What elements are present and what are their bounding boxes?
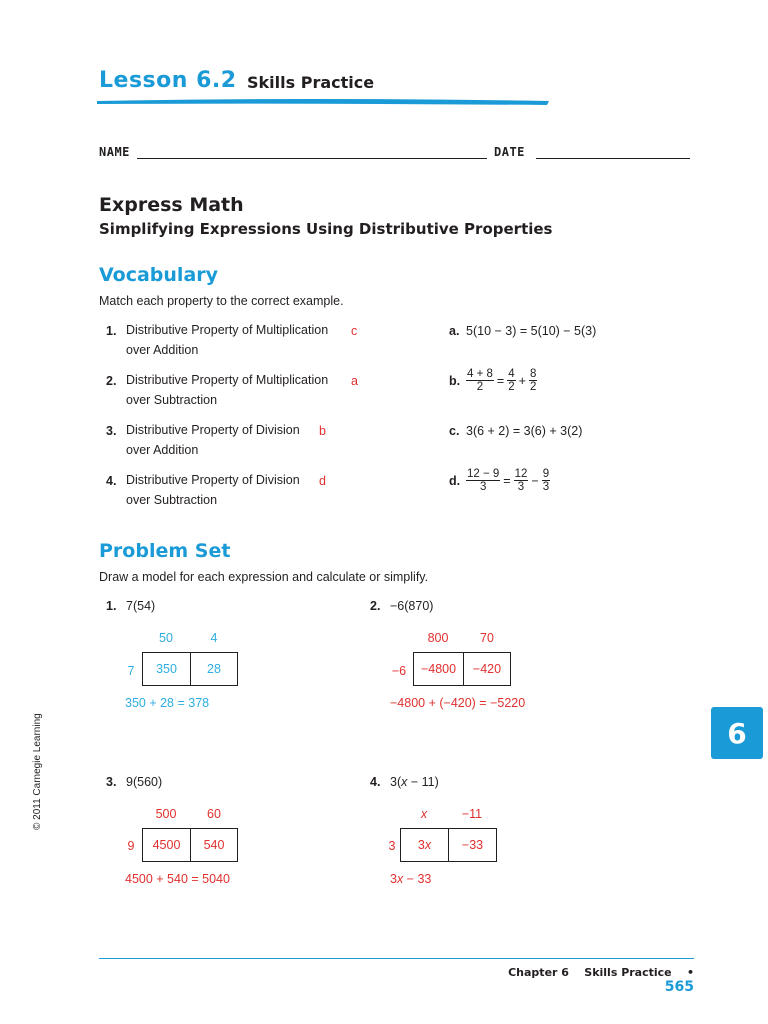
problem-result: 4500 + 540 = 5040 bbox=[125, 872, 230, 886]
model-side-label: 9 bbox=[127, 839, 135, 853]
vocab-number: 2. bbox=[106, 374, 117, 388]
problem-result: 3x − 33 bbox=[390, 872, 432, 886]
model-side-label: 7 bbox=[127, 664, 135, 678]
vocab-line: Distributive Property of Division bbox=[126, 473, 300, 487]
model-cell: 3 x bbox=[400, 828, 449, 862]
vocab-item bbox=[126, 370, 356, 410]
vocab-answer: a bbox=[351, 374, 358, 388]
problem-expression: 3(x − 11) bbox=[390, 775, 439, 789]
problem-set-instruction: Draw a model for each expression and calculate or simplify. bbox=[99, 570, 429, 584]
date-label: DATE bbox=[494, 145, 525, 159]
date-field[interactable] bbox=[536, 145, 690, 159]
vocab-number: 3. bbox=[106, 424, 117, 438]
example-c: 3(6 + 2) = 3(6) + 3(2) bbox=[466, 424, 583, 438]
vocab-answer: b bbox=[319, 424, 326, 438]
footer bbox=[470, 966, 694, 995]
model-cell: −33 bbox=[448, 828, 497, 862]
footer-chapter: Chapter 6 bbox=[508, 966, 569, 979]
vocab-line: over Subtraction bbox=[126, 493, 218, 507]
problem-number: 3. bbox=[106, 775, 117, 789]
vocab-line: over Addition bbox=[126, 443, 199, 457]
problem-number: 4. bbox=[370, 775, 381, 789]
example-b: $\frac{4 + 8}{2}$ = $\frac{4}{2}$ + $\frac{8}{2}$ bbox=[467, 368, 537, 393]
example-a: 5(10 − 3) = 5(10) − 5(3) bbox=[466, 324, 597, 338]
vocab-answer: c bbox=[351, 324, 358, 338]
vocab-line: Distributive Property of Division bbox=[126, 423, 300, 437]
model-top-label: 4 bbox=[210, 631, 218, 645]
page-number: 565 bbox=[664, 979, 694, 995]
model-cell: −420 bbox=[463, 652, 511, 686]
vocabulary-instruction: Match each property to the correct example. bbox=[99, 294, 344, 308]
chapter-tab: 6 bbox=[711, 707, 763, 759]
example-letter: b. bbox=[449, 374, 461, 388]
vocab-line: over Subtraction bbox=[126, 393, 218, 407]
model-cell: 28 bbox=[190, 652, 238, 686]
example-letter: c. bbox=[449, 424, 460, 438]
vocab-line: over Addition bbox=[126, 343, 199, 357]
name-field[interactable] bbox=[137, 145, 487, 159]
fraction: $\frac{8}{2}$ bbox=[529, 368, 537, 393]
model-top-label: 60 bbox=[207, 807, 221, 821]
fraction: $\frac{12}{3}$ bbox=[514, 468, 528, 493]
problem-result: −4800 + (−420) = −5220 bbox=[390, 696, 526, 710]
problem-expression: 7(54) bbox=[126, 599, 156, 613]
problem-expression: −6(870) bbox=[390, 599, 434, 613]
problem-result: 350 + 28 = 378 bbox=[125, 696, 210, 710]
name-label: NAME bbox=[99, 145, 130, 159]
vocabulary-heading: Vocabulary bbox=[99, 264, 219, 286]
lesson-number: Lesson 6.2 bbox=[99, 68, 237, 93]
problem-expression: 9(560) bbox=[126, 775, 163, 789]
model-cell: 540 bbox=[190, 828, 238, 862]
example-d: $\frac{12 - 9}{3}$ = $\frac{12}{3}$ − $\frac{9}{3}$ bbox=[467, 468, 550, 493]
model-side-label: −6 bbox=[391, 664, 407, 678]
model-top-label: −11 bbox=[461, 807, 483, 821]
footer-rule bbox=[99, 958, 694, 959]
problem-set-heading: Problem Set bbox=[99, 540, 231, 562]
fraction: $\frac{4 + 8}{2}$ bbox=[467, 368, 493, 393]
copyright: © 2011 Carnegie Learning bbox=[32, 713, 43, 830]
lesson-type: Skills Practice bbox=[247, 73, 375, 92]
page-subtitle: Simplifying Expressions Using Distributive Properties bbox=[99, 220, 553, 238]
problem-number: 2. bbox=[370, 599, 381, 613]
vocab-item bbox=[126, 320, 356, 360]
footer-bullet: • bbox=[686, 966, 694, 979]
fraction: $\frac{12 - 9}{3}$ bbox=[467, 468, 500, 493]
problem-number: 1. bbox=[106, 599, 117, 613]
vocab-number: 1. bbox=[106, 324, 117, 338]
model-top-label: 50 bbox=[159, 631, 173, 645]
example-letter: d. bbox=[449, 474, 461, 488]
header-underline bbox=[97, 96, 552, 108]
model-cell: 350 bbox=[142, 652, 191, 686]
vocab-line: Distributive Property of Multiplication bbox=[126, 323, 329, 337]
fraction: $\frac{4}{2}$ bbox=[508, 368, 515, 393]
model-side-label: 3 bbox=[388, 839, 396, 853]
model-top-label: 70 bbox=[480, 631, 494, 645]
model-cell: −4800 bbox=[413, 652, 464, 686]
model-top-label: 800 bbox=[427, 631, 449, 645]
fraction: $\frac{9}{3}$ bbox=[542, 468, 550, 493]
model-top-label: x bbox=[420, 807, 428, 821]
example-letter: a. bbox=[449, 324, 460, 338]
footer-section: Skills Practice bbox=[584, 966, 672, 979]
model-top-label: 500 bbox=[155, 807, 177, 821]
vocab-line: Distributive Property of Multiplication bbox=[126, 373, 329, 387]
vocab-number: 4. bbox=[106, 474, 117, 488]
page-title: Express Math bbox=[99, 194, 244, 216]
model-cell: 4500 bbox=[142, 828, 191, 862]
vocab-answer: d bbox=[319, 474, 326, 488]
